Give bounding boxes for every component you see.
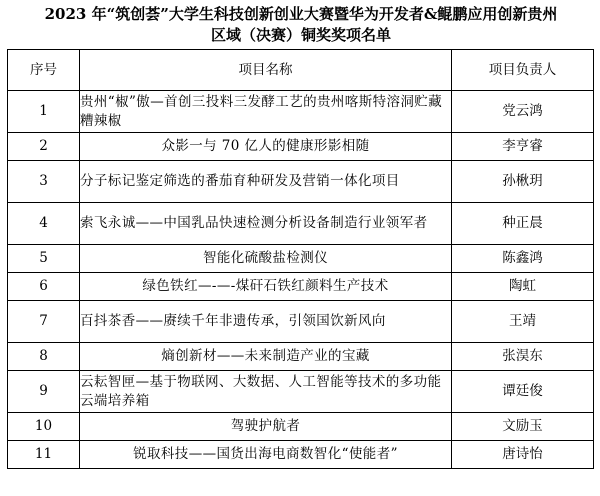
row-project-name: 众影一与 70 亿人的健康形影相随 (80, 133, 452, 161)
table-row (8, 301, 594, 343)
row-project-name: 锐取科技——国货出海电商数智化“使能者” (80, 441, 452, 469)
table-row (8, 91, 594, 133)
title-line-2: 区域（决赛）铜奖奖项名单 (210, 26, 391, 44)
row-index: 8 (8, 343, 80, 371)
header-index: 序号 (8, 50, 80, 91)
row-index: 11 (8, 441, 80, 469)
bronze-award-table (7, 49, 594, 469)
row-project-leader: 王靖 (452, 301, 594, 343)
row-project-name: 云耘智匣—基于物联网、大数据、人工智能等技术的多功能云端培养箱 (80, 371, 452, 413)
row-project-leader: 唐诗怡 (452, 441, 594, 469)
row-index: 10 (8, 413, 80, 441)
row-project-leader: 孙楸玥 (452, 161, 594, 203)
row-index: 5 (8, 245, 80, 273)
row-index: 1 (8, 91, 80, 133)
header-project-name: 项目名称 (80, 50, 452, 91)
row-project-leader: 张淏东 (452, 343, 594, 371)
row-project-name: 驾驶护航者 (80, 413, 452, 441)
row-index: 7 (8, 301, 80, 343)
table-row (8, 161, 594, 203)
table-row (8, 133, 594, 161)
row-project-name: 百抖茶香——赓续千年非遗传承，引领国饮新风向 (80, 301, 452, 343)
row-index: 2 (8, 133, 80, 161)
table-row (8, 441, 594, 469)
row-project-leader: 文励玉 (452, 413, 594, 441)
table-row (8, 343, 594, 371)
title-line-1: 2023 年“筑创荟”大学生科技创新创业大赛暨华为开发者&鲲鹏应用创新贵州 (44, 5, 558, 23)
table-header-row (8, 50, 594, 91)
table-row (8, 203, 594, 245)
row-project-name: 智能化硫酸盐检测仪 (80, 245, 452, 273)
row-index: 9 (8, 371, 80, 413)
row-project-leader: 陶虹 (452, 273, 594, 301)
row-project-name: 熵创新材——未来制造产业的宝藏 (80, 343, 452, 371)
table-row (8, 413, 594, 441)
row-index: 6 (8, 273, 80, 301)
table-row (8, 273, 594, 301)
row-project-name: 绿色铁红—-—-煤矸石铁红颜料生产技术 (80, 273, 452, 301)
row-project-name: 索飞永诚——中国乳品快速检测分析设备制造行业领军者 (80, 203, 452, 245)
row-project-leader: 种正晨 (452, 203, 594, 245)
table-row (8, 371, 594, 413)
row-project-leader: 谭廷俊 (452, 371, 594, 413)
row-project-name: 贵州“椒”傲—首创三投料三发酵工艺的贵州喀斯特溶洞贮藏糟辣椒 (80, 91, 452, 133)
row-index: 3 (8, 161, 80, 203)
row-project-name: 分子标记鉴定筛选的番茄育种研发及营销一体化项目 (80, 161, 452, 203)
header-project-leader: 项目负责人 (452, 50, 594, 91)
row-index: 4 (8, 203, 80, 245)
row-project-leader: 陈鑫鸿 (452, 245, 594, 273)
row-project-leader: 党云鸿 (452, 91, 594, 133)
row-project-leader: 李亨睿 (452, 133, 594, 161)
table-row (8, 245, 594, 273)
page-title (6, 4, 596, 46)
